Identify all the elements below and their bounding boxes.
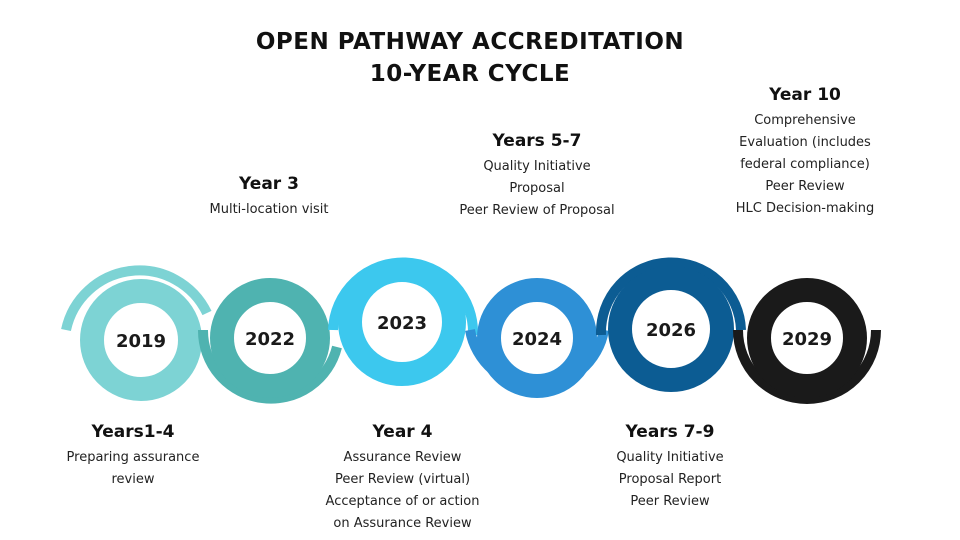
year-label-2029: 2029	[781, 329, 833, 350]
phase-heading: Years 7-9	[625, 422, 715, 442]
phase-line: review	[111, 472, 155, 487]
year-label-2024: 2024	[511, 329, 563, 350]
phase-years-5-7	[437, 129, 637, 222]
milestone-2022	[203, 290, 337, 399]
phase-year-10	[710, 83, 900, 220]
milestone-2026	[601, 262, 741, 380]
phase-line: Proposal Report	[618, 472, 722, 487]
phase-line: Peer Review	[765, 179, 845, 194]
milestone-2024	[470, 290, 604, 386]
phase-line: Acceptance of or action	[325, 494, 480, 509]
milestone-2029	[738, 290, 876, 399]
phase-line: Peer Review	[630, 494, 710, 509]
phase-line: Quality Initiative	[483, 159, 591, 174]
phase-line: Peer Review (virtual)	[334, 472, 471, 487]
milestone-2023	[333, 262, 473, 374]
year-label-2026: 2026	[645, 320, 697, 341]
phase-heading: Year 3	[239, 174, 299, 194]
year-label-2022: 2022	[244, 329, 296, 350]
title-line-1: OPEN PATHWAY ACCREDITATION	[255, 29, 685, 55]
phase-line: Evaluation (includes	[739, 135, 871, 150]
phase-line: Multi-location visit	[209, 202, 329, 217]
phase-line: Assurance Review	[343, 450, 462, 465]
phase-heading: Year 10	[769, 85, 841, 105]
phase-years-1-4	[48, 420, 218, 491]
phase-line: Quality Initiative	[616, 450, 724, 465]
phase-year-4	[305, 420, 500, 535]
phase-line: Peer Review of Proposal	[459, 203, 615, 218]
phase-line: Proposal	[509, 181, 565, 196]
phase-line: HLC Decision-making	[735, 201, 875, 216]
phase-heading: Year 4	[372, 422, 433, 442]
phase-line: federal compliance)	[740, 157, 870, 172]
phase-years-7-9	[585, 420, 755, 513]
phase-line: on Assurance Review	[333, 516, 472, 531]
phase-line: Preparing assurance	[66, 450, 200, 465]
phase-line: Comprehensive	[754, 113, 856, 128]
year-label-2019: 2019	[115, 331, 167, 352]
phase-year-3	[189, 172, 349, 221]
title-line-2: 10-YEAR CYCLE	[369, 61, 571, 87]
phase-heading: Years 5-7	[492, 131, 582, 151]
year-label-2023: 2023	[376, 313, 428, 334]
phase-heading: Years1-4	[91, 422, 175, 442]
milestone-2019	[66, 270, 207, 389]
